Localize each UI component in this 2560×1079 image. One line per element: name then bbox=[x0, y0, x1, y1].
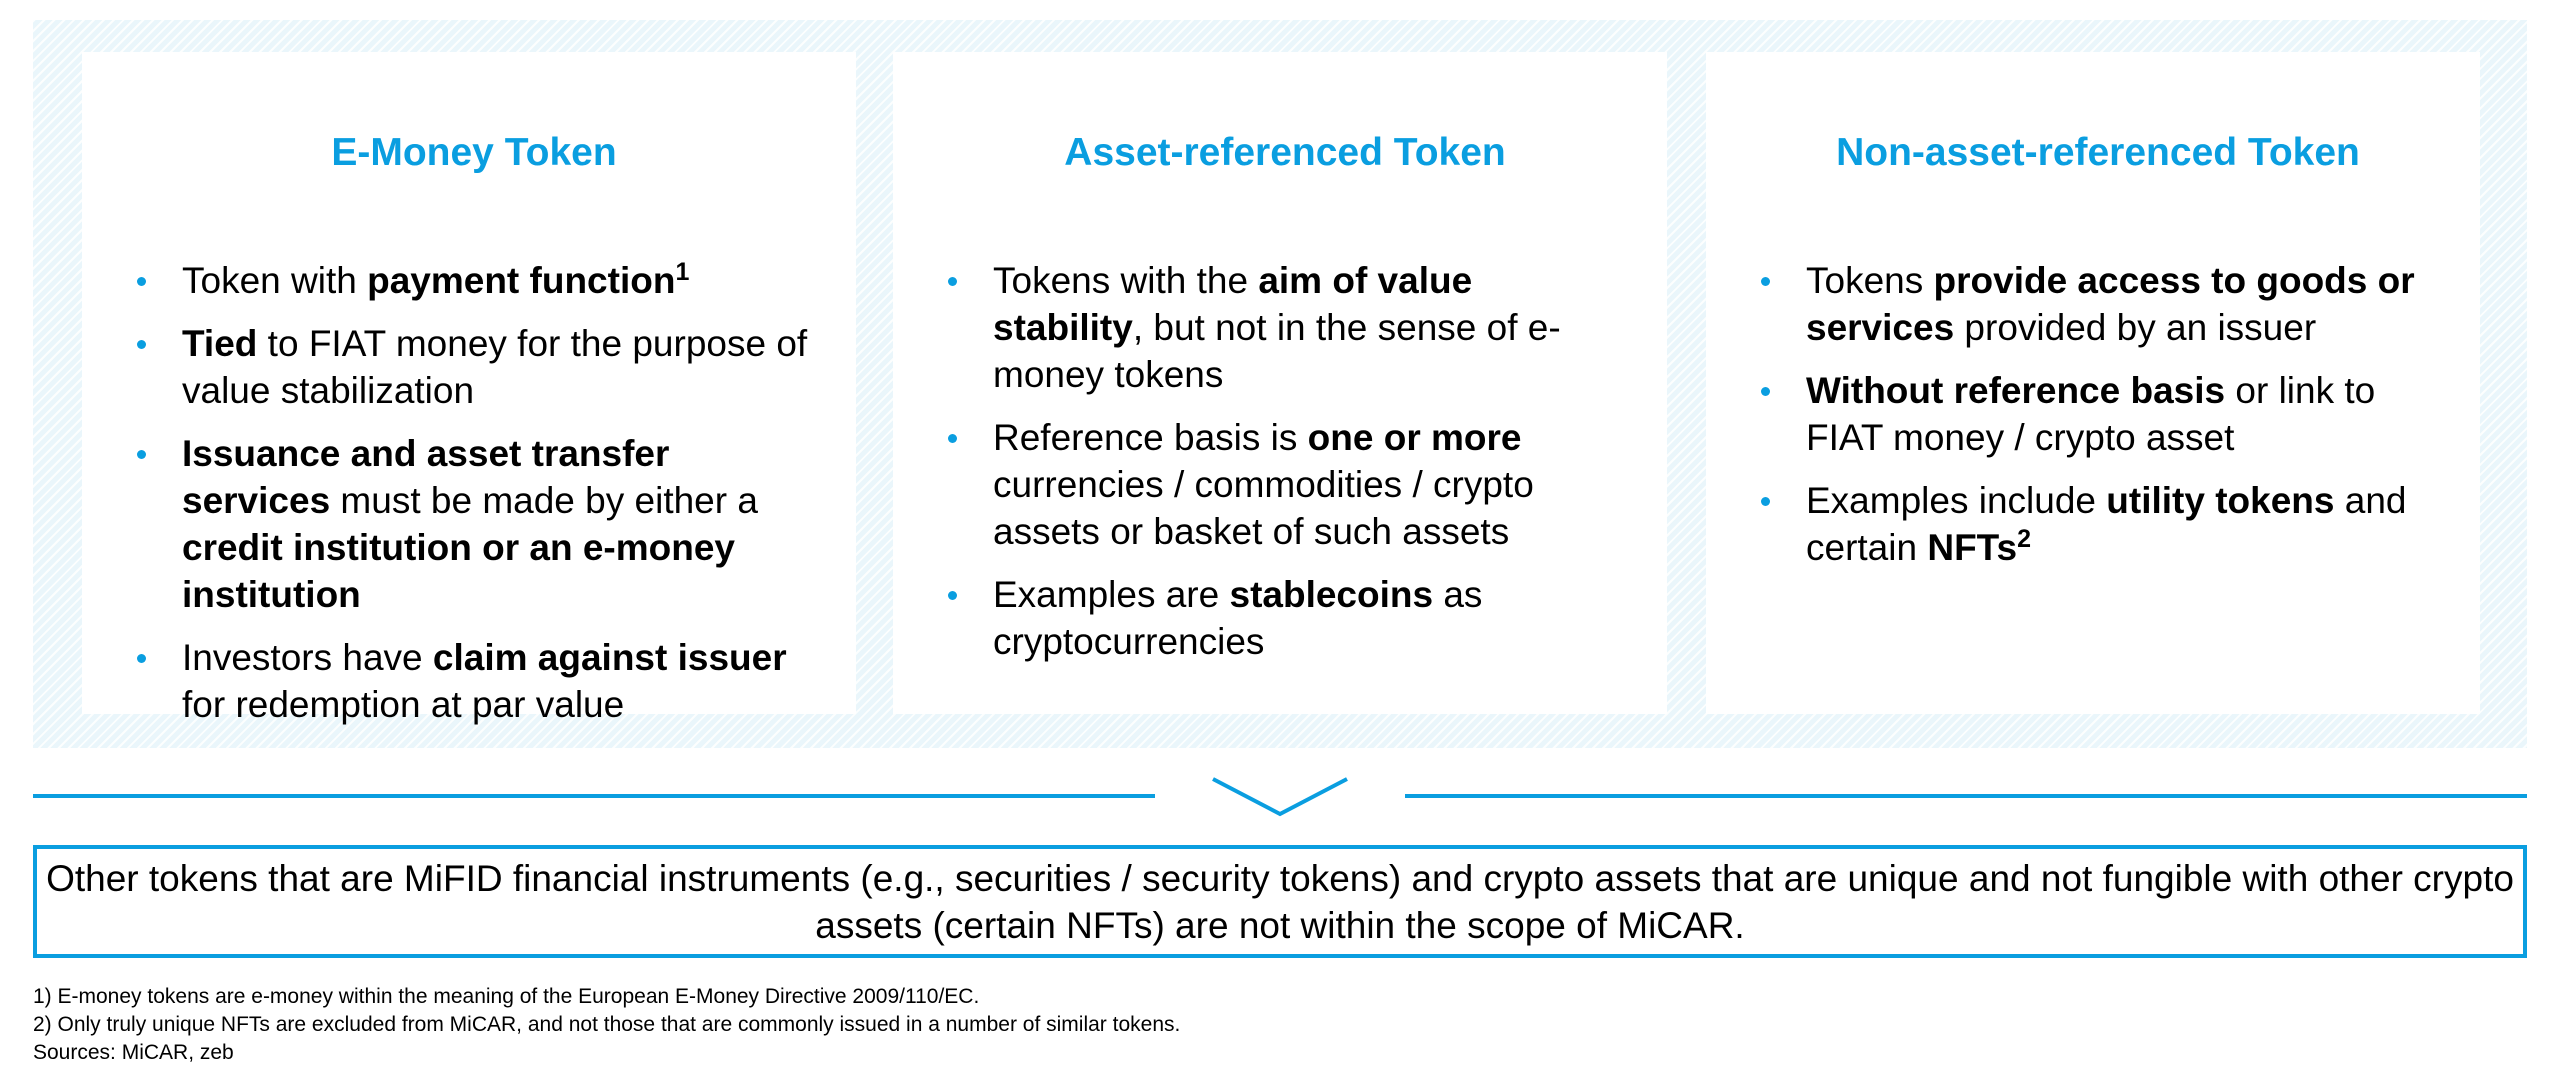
bold-text: credit institution or an e-money institution bbox=[182, 527, 735, 615]
text: and certain bbox=[1806, 480, 2407, 568]
bullet-item bbox=[132, 257, 816, 304]
text: Token with bbox=[182, 260, 368, 301]
bullet-item bbox=[943, 257, 1627, 398]
card-non-asset-referenced-token bbox=[1706, 52, 2480, 714]
card-title: Non-asset-referenced Token bbox=[1836, 131, 2360, 174]
bullet-item bbox=[132, 634, 816, 728]
text: Examples are bbox=[993, 574, 1230, 615]
card-e-money-token bbox=[82, 52, 856, 725]
text: or link to FIAT money / crypto asset bbox=[1806, 370, 2376, 458]
footnote-2: 2) Only truly unique NFTs are excluded from MiCAR, and not those that are commonly issued in a number of similar tokens. bbox=[33, 1013, 1181, 1036]
text: to FIAT money for the purpose of value stabilization bbox=[182, 323, 808, 411]
bullet-item bbox=[943, 571, 1627, 665]
chevron-down-icon bbox=[1210, 776, 1350, 818]
footnote-marker: 2 bbox=[2017, 525, 2032, 553]
divider-line-right bbox=[1405, 794, 2527, 798]
bullet-item bbox=[1756, 257, 2440, 351]
bold-text: claim against issuer bbox=[432, 637, 787, 678]
bold-text: Tied bbox=[182, 323, 258, 364]
text: currencies / commodities / crypto assets or basket of such assets bbox=[993, 464, 1534, 552]
footnote-1: 1) E-money tokens are e-money within the meaning of the European E-Money Directive 2009/110/EC. bbox=[33, 985, 980, 1008]
bullet-item bbox=[1756, 367, 2440, 461]
scope-note-text: Other tokens that are MiFID financial instruments (e.g., securities / security tokens) and crypto assets that are unique and not fungible with other crypto assets (certain NFTs) are not within the scope of MiCAR. bbox=[46, 857, 2514, 946]
bold-text: Issuance and asset transfer services bbox=[182, 433, 670, 521]
bold-text: NFTs bbox=[1927, 527, 2018, 568]
bullet-list bbox=[132, 257, 816, 728]
bold-text: payment function bbox=[367, 260, 676, 301]
card-title: Asset-referenced Token bbox=[1064, 131, 1506, 174]
text: Reference basis is bbox=[993, 417, 1308, 458]
footnote-marker: 1 bbox=[675, 258, 690, 286]
card-asset-referenced-token bbox=[893, 52, 1667, 714]
divider-line-left bbox=[33, 794, 1155, 798]
text: Investors have bbox=[182, 637, 433, 678]
bold-text: one or more bbox=[1307, 417, 1522, 458]
bullet-list bbox=[1756, 257, 2440, 571]
text: for redemption at par value bbox=[182, 684, 625, 725]
bold-text: provide access to goods or services bbox=[1806, 260, 2415, 348]
sources-note: Sources: MiCAR, zeb bbox=[33, 1041, 234, 1064]
text: Examples include bbox=[1806, 480, 2107, 521]
bold-text: aim of value stability bbox=[993, 260, 1473, 348]
text: must be made by either a bbox=[330, 480, 758, 521]
bullet-item bbox=[943, 414, 1627, 555]
footnotes bbox=[33, 983, 1180, 1067]
text: Tokens with the bbox=[993, 260, 1259, 301]
bullet-list bbox=[943, 257, 1627, 665]
text: provided by an issuer bbox=[1954, 307, 2317, 348]
bullet-item bbox=[132, 320, 816, 414]
bold-text: Without reference basis bbox=[1806, 370, 2226, 411]
bullet-item bbox=[132, 430, 816, 618]
text: as cryptocurrencies bbox=[993, 574, 1483, 662]
bold-text: stablecoins bbox=[1229, 574, 1434, 615]
text: Tokens bbox=[1806, 260, 1934, 301]
scope-note-box bbox=[33, 845, 2527, 958]
bold-text: utility tokens bbox=[2106, 480, 2335, 521]
text: , but not in the sense of e-money tokens bbox=[993, 307, 1561, 395]
bullet-item bbox=[1756, 477, 2440, 571]
card-title: E-Money Token bbox=[331, 131, 617, 174]
